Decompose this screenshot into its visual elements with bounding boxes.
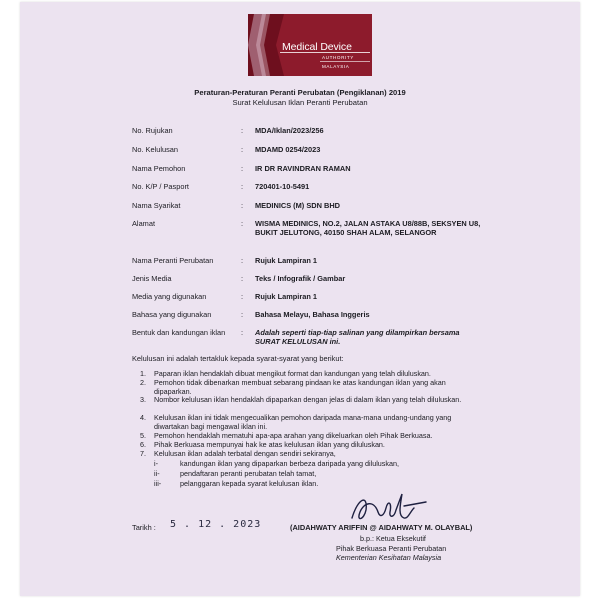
field-value-bahasa: Bahasa Melayu, Bahasa Inggeris — [255, 310, 370, 319]
field-colon: : — [241, 310, 244, 319]
field-label: Nama Syarikat — [132, 201, 181, 210]
field-colon: : — [241, 145, 244, 154]
field-colon: : — [241, 328, 244, 337]
field-value-kp: 720401-10-5491 — [255, 182, 310, 191]
approval-letter: Medical Device AUTHORITY MALAYSIA Peraturan-Peraturan Peranti Perubatan (Pengiklanan) 2019 Surat Kelulusan Iklan Peranti Perubatan No. Rujukan : MDA/Iklan/2023/256 No. Kelulusan : MDAMD 0254/2023 Nama Pemohon : IR DR RAVINDRAN RAMAN No. K/P / Pasport : 720401-10-5491 Nama Syarikat : MEDINICS (M) SDN BHD Alamat : WISMA MEDINICS, NO.2, JALAN ASTAKA U8/88B, SEKSYEN U8, BUKIT JELUTONG, 40150 SHAH ALAM, SELANGOR Nama Peranti Perubatan : Rujuk Lampiran 1 Jenis Media : Teks / Infografik / Gambar Media yang digunakan : Rujuk Lampiran 1 Bahasa yang digunakan : Bahasa Melayu, Bahasa Inggeris Bentuk dan kandungan iklan : Adalah seperti tiap-tiap salinan yang dilampirkan bersama SURAT KELULUSAN ini. Kelulusan ini adalah tertakluk kepada syarat-syarat yang berikut: 1. Paparan iklan hendaklah dibuat mengikut format dan kandungan yang telah diluluskan. 2. Pemohon tidak dibenarkan membuat sebarang pindaan ke atas kandungan iklan yang akan dipaparkan. 3. Nombor kelulusan iklan hendaklah dipaparkan dengan jelas di dalam iklan yang telah diluluskan. 4. Kelulusan iklan ini tidak mengecualikan pemohon daripada mana-mana undang-undang yang diwartakan bagi mengawal iklan ini. 5. Pemohon hendaklah mematuhi apa-apa arahan yang dikeluarkan oleh Pihak Berkuasa. 6. Pihak Berkuasa mempunyai hak ke atas kelulusan iklan yang diluluskan. 7. Kelulusan iklan adalah terbatal dengan sendiri sekiranya, i- kandungan iklan yang dipaparkan berbeza daripada yang diluluskan, ii- pendaftaran peranti perubatan telah tamat, iii- pelanggaran kepada syarat kelulusan iklan. Tarikh : 5 . 12 . 2023 (AIDAHWATY ARIFFIN @ AIDAHWATY M. OLAYBAL) b.p.: Ketua Eksekutif Pihak Berkuasa Peranti Perubatan Kementerian Kesihatan Malaysia — [20, 2, 580, 596]
field-label: No. Rujukan — [132, 126, 173, 135]
field-colon: : — [241, 126, 244, 135]
logo-word-device: Device — [320, 41, 352, 53]
field-value-kelulusan: MDAMD 0254/2023 — [255, 145, 321, 154]
field-value-rujukan: MDA/Iklan/2023/256 — [255, 126, 324, 135]
signatory-bp: b.p.: Ketua Eksekutif — [360, 534, 426, 543]
logo-sub-authority: AUTHORITY — [322, 55, 354, 60]
logo-word-medical: Medical — [282, 41, 318, 53]
field-value-peranti: Rujuk Lampiran 1 — [255, 256, 318, 265]
logo-brand — [282, 41, 352, 53]
mda-logo — [248, 14, 372, 76]
field-label: Bentuk dan kandungan iklan — [132, 328, 226, 337]
document-subtitle: Surat Kelulusan Iklan Peranti Perubatan — [232, 98, 368, 107]
signature-icon — [344, 488, 434, 528]
field-label: Alamat — [132, 219, 156, 228]
field-value-alamat: WISMA MEDINICS, NO.2, JALAN ASTAKA U8/88B, SEKSYEN U8, BUKIT JELUTONG, 40150 SHAH ALAM, SELANGOR — [255, 219, 481, 238]
field-colon: : — [241, 219, 244, 228]
conditions-intro: Kelulusan ini adalah tertakluk kepada syarat-syarat yang berikut: — [132, 354, 344, 363]
field-label: Nama Peranti Perubatan — [132, 256, 214, 265]
field-label: Jenis Media — [132, 274, 172, 283]
field-value-media: Rujuk Lampiran 1 — [255, 292, 318, 301]
field-colon: : — [241, 182, 244, 191]
field-label: Bahasa yang digunakan — [132, 310, 212, 319]
date-value-handwritten: 5 . 12 . 2023 — [170, 519, 262, 530]
field-label: No. Kelulusan — [132, 145, 179, 154]
field-value-pemohon: IR DR RAVINDRAN RAMAN — [255, 164, 351, 173]
date-label: Tarikh : — [132, 523, 156, 532]
field-colon: : — [241, 292, 244, 301]
field-colon: : — [241, 274, 244, 283]
field-value-jenis-media: Teks / Infografik / Gambar — [255, 274, 346, 283]
field-value-bentuk: Adalah seperti tiap-tiap salinan yang dilampirkan bersama SURAT KELULUSAN ini. — [255, 328, 460, 347]
field-label: Media yang digunakan — [132, 292, 207, 301]
signatory-authority: Pihak Berkuasa Peranti Perubatan — [336, 544, 447, 553]
field-label: Nama Pemohon — [132, 164, 186, 173]
field-colon: : — [241, 201, 244, 210]
field-colon: : — [241, 256, 244, 265]
logo-sub-malaysia: MALAYSIA — [322, 64, 350, 69]
document-title: Peraturan-Peraturan Peranti Perubatan (Pengiklanan) 2019 — [194, 88, 406, 97]
field-colon: : — [241, 164, 244, 173]
signatory-ministry: Kementerian Kesihatan Malaysia — [336, 553, 442, 562]
signatory-name: (AIDAHWATY ARIFFIN @ AIDAHWATY M. OLAYBAL) — [290, 523, 473, 532]
field-value-syarikat: MEDINICS (M) SDN BHD — [255, 201, 340, 210]
field-label: No. K/P / Pasport — [132, 182, 189, 191]
